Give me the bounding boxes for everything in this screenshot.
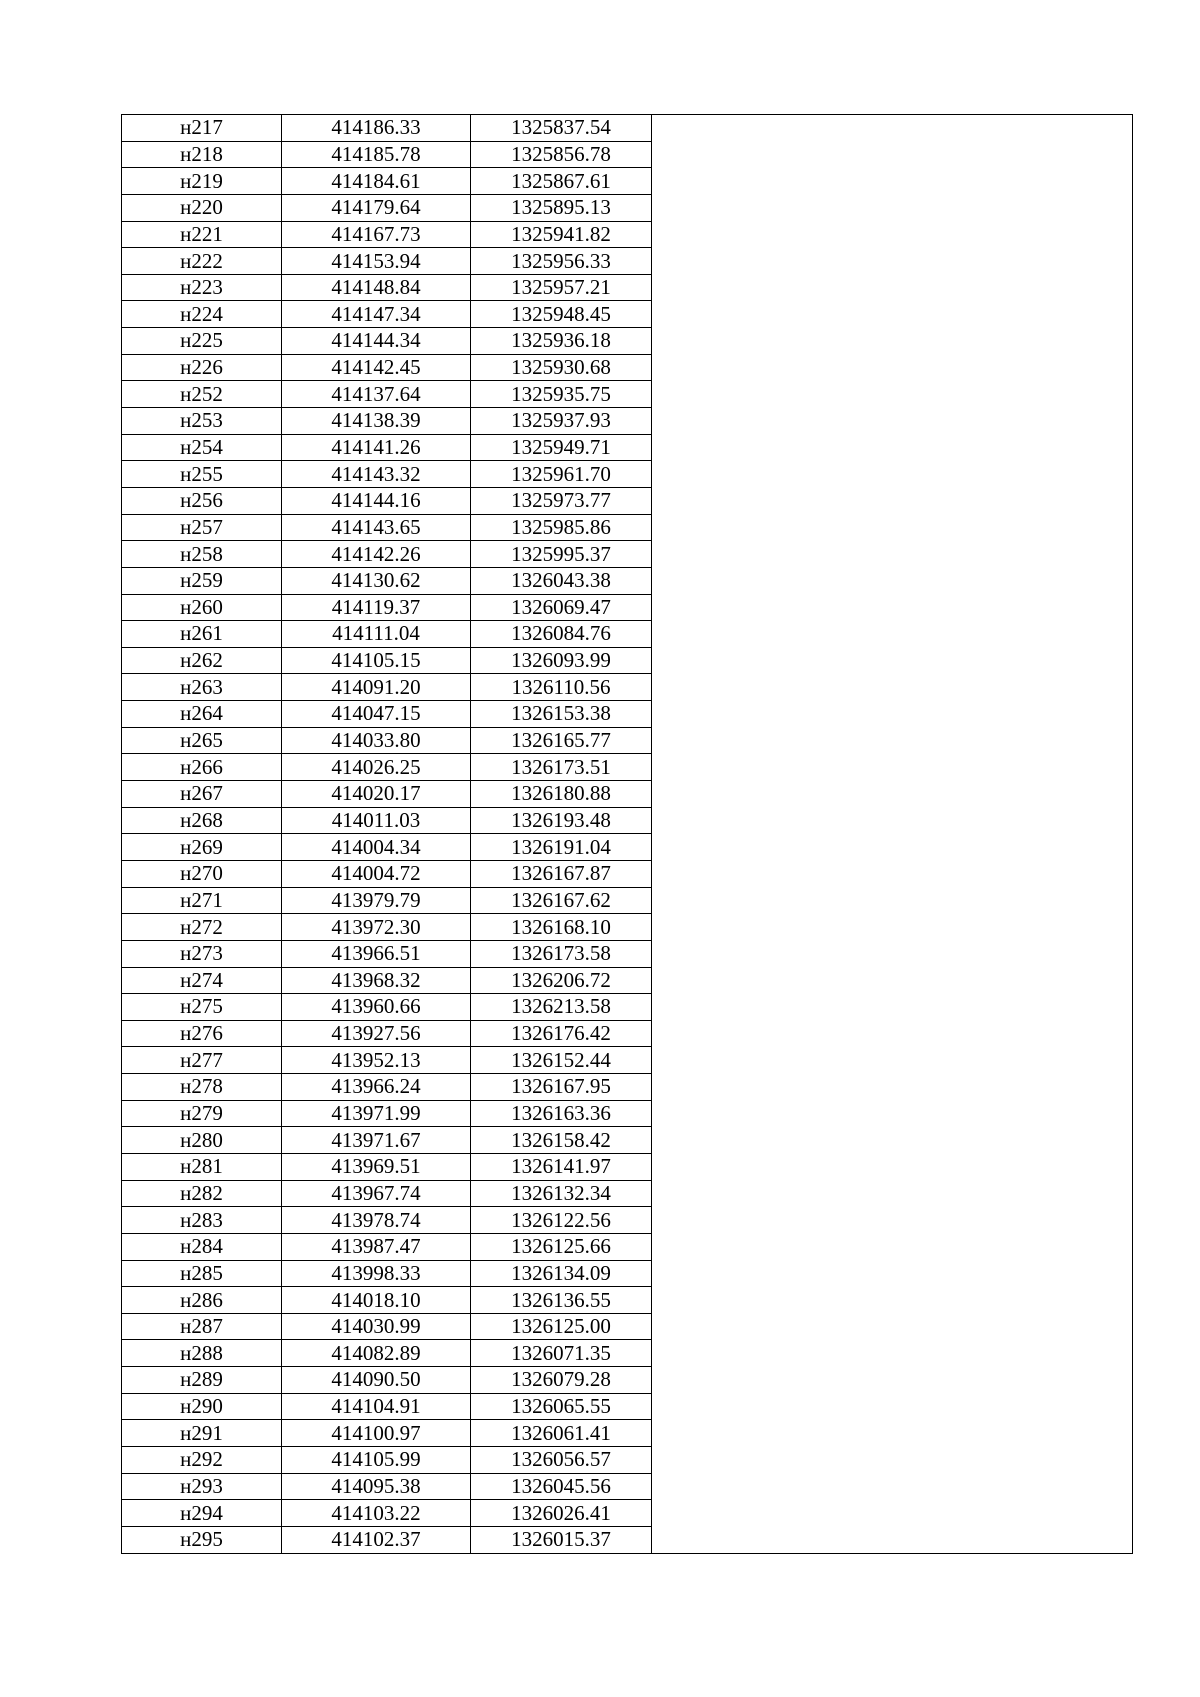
x-coordinate-cell: 414004.72 [282, 860, 471, 887]
x-coordinate-cell: 413972.30 [282, 914, 471, 941]
y-coordinate-cell: 1326193.48 [471, 807, 652, 834]
point-name-cell: н253 [122, 408, 282, 435]
x-coordinate-cell: 414100.97 [282, 1420, 471, 1447]
point-name-cell: н219 [122, 168, 282, 195]
x-coordinate-cell: 414147.34 [282, 301, 471, 328]
point-name-cell: н269 [122, 834, 282, 861]
x-coordinate-cell: 414011.03 [282, 807, 471, 834]
point-name-cell: н262 [122, 647, 282, 674]
x-coordinate-cell: 413960.66 [282, 994, 471, 1021]
y-coordinate-cell: 1326093.99 [471, 647, 652, 674]
x-coordinate-cell: 414130.62 [282, 567, 471, 594]
point-name-cell: н295 [122, 1526, 282, 1553]
x-coordinate-cell: 413978.74 [282, 1207, 471, 1234]
y-coordinate-cell: 1325961.70 [471, 461, 652, 488]
x-coordinate-cell: 414186.33 [282, 115, 471, 142]
point-name-cell: н257 [122, 514, 282, 541]
y-coordinate-cell: 1326167.87 [471, 860, 652, 887]
x-coordinate-cell: 413979.79 [282, 887, 471, 914]
x-coordinate-cell: 413952.13 [282, 1047, 471, 1074]
x-coordinate-cell: 414142.26 [282, 541, 471, 568]
x-coordinate-cell: 414148.84 [282, 274, 471, 301]
y-coordinate-cell: 1326132.34 [471, 1180, 652, 1207]
x-coordinate-cell: 414144.34 [282, 328, 471, 355]
y-coordinate-cell: 1326056.57 [471, 1447, 652, 1474]
y-coordinate-cell: 1325973.77 [471, 487, 652, 514]
point-name-cell: н260 [122, 594, 282, 621]
y-coordinate-cell: 1325935.75 [471, 381, 652, 408]
y-coordinate-cell: 1326125.00 [471, 1313, 652, 1340]
x-coordinate-cell: 414047.15 [282, 701, 471, 728]
point-name-cell: н277 [122, 1047, 282, 1074]
x-coordinate-cell: 414091.20 [282, 674, 471, 701]
x-coordinate-cell: 414082.89 [282, 1340, 471, 1367]
point-name-cell: н265 [122, 727, 282, 754]
y-coordinate-cell: 1325930.68 [471, 354, 652, 381]
point-name-cell: н225 [122, 328, 282, 355]
y-coordinate-cell: 1326152.44 [471, 1047, 652, 1074]
y-coordinate-cell: 1326071.35 [471, 1340, 652, 1367]
y-coordinate-cell: 1325937.93 [471, 408, 652, 435]
point-name-cell: н281 [122, 1153, 282, 1180]
point-name-cell: н226 [122, 354, 282, 381]
point-name-cell: н256 [122, 487, 282, 514]
y-coordinate-cell: 1326122.56 [471, 1207, 652, 1234]
point-name-cell: н254 [122, 434, 282, 461]
point-name-cell: н218 [122, 141, 282, 168]
x-coordinate-cell: 414030.99 [282, 1313, 471, 1340]
point-name-cell: н285 [122, 1260, 282, 1287]
y-coordinate-cell: 1325956.33 [471, 248, 652, 275]
point-name-cell: н252 [122, 381, 282, 408]
point-name-cell: н286 [122, 1287, 282, 1314]
point-name-cell: н278 [122, 1074, 282, 1101]
x-coordinate-cell: 414103.22 [282, 1500, 471, 1527]
x-coordinate-cell: 414105.99 [282, 1447, 471, 1474]
y-coordinate-cell: 1326015.37 [471, 1526, 652, 1553]
y-coordinate-cell: 1325985.86 [471, 514, 652, 541]
y-coordinate-cell: 1325936.18 [471, 328, 652, 355]
coordinates-table [121, 114, 1133, 1554]
x-coordinate-cell: 414004.34 [282, 834, 471, 861]
point-name-cell: н283 [122, 1207, 282, 1234]
point-name-cell: н261 [122, 621, 282, 648]
x-coordinate-cell: 414185.78 [282, 141, 471, 168]
x-coordinate-cell: 414143.65 [282, 514, 471, 541]
y-coordinate-cell: 1326026.41 [471, 1500, 652, 1527]
point-name-cell: н266 [122, 754, 282, 781]
y-coordinate-cell: 1326045.56 [471, 1473, 652, 1500]
y-coordinate-cell: 1326125.66 [471, 1233, 652, 1260]
point-name-cell: н255 [122, 461, 282, 488]
y-coordinate-cell: 1325941.82 [471, 221, 652, 248]
x-coordinate-cell: 414144.16 [282, 487, 471, 514]
y-coordinate-cell: 1325949.71 [471, 434, 652, 461]
x-coordinate-cell: 414104.91 [282, 1393, 471, 1420]
x-coordinate-cell: 413966.24 [282, 1074, 471, 1101]
y-coordinate-cell: 1326167.62 [471, 887, 652, 914]
y-coordinate-cell: 1325837.54 [471, 115, 652, 142]
x-coordinate-cell: 414142.45 [282, 354, 471, 381]
point-name-cell: н276 [122, 1020, 282, 1047]
x-coordinate-cell: 414095.38 [282, 1473, 471, 1500]
table-row [122, 115, 1133, 142]
point-name-cell: н264 [122, 701, 282, 728]
y-coordinate-cell: 1325995.37 [471, 541, 652, 568]
y-coordinate-cell: 1325895.13 [471, 194, 652, 221]
point-name-cell: н259 [122, 567, 282, 594]
y-coordinate-cell: 1326158.42 [471, 1127, 652, 1154]
point-name-cell: н282 [122, 1180, 282, 1207]
y-coordinate-cell: 1326061.41 [471, 1420, 652, 1447]
point-name-cell: н287 [122, 1313, 282, 1340]
x-coordinate-cell: 413927.56 [282, 1020, 471, 1047]
y-coordinate-cell: 1326165.77 [471, 727, 652, 754]
x-coordinate-cell: 413971.67 [282, 1127, 471, 1154]
x-coordinate-cell: 414119.37 [282, 594, 471, 621]
x-coordinate-cell: 414033.80 [282, 727, 471, 754]
point-name-cell: н292 [122, 1447, 282, 1474]
point-name-cell: н268 [122, 807, 282, 834]
x-coordinate-cell: 413971.99 [282, 1100, 471, 1127]
x-coordinate-cell: 413967.74 [282, 1180, 471, 1207]
y-coordinate-cell: 1326079.28 [471, 1367, 652, 1394]
point-name-cell: н270 [122, 860, 282, 887]
y-coordinate-cell: 1326153.38 [471, 701, 652, 728]
y-coordinate-cell: 1326191.04 [471, 834, 652, 861]
point-name-cell: н291 [122, 1420, 282, 1447]
y-coordinate-cell: 1326213.58 [471, 994, 652, 1021]
x-coordinate-cell: 414179.64 [282, 194, 471, 221]
x-coordinate-cell: 413987.47 [282, 1233, 471, 1260]
point-name-cell: н290 [122, 1393, 282, 1420]
x-coordinate-cell: 414141.26 [282, 434, 471, 461]
y-coordinate-cell: 1326176.42 [471, 1020, 652, 1047]
point-name-cell: н221 [122, 221, 282, 248]
x-coordinate-cell: 414143.32 [282, 461, 471, 488]
point-name-cell: н223 [122, 274, 282, 301]
y-coordinate-cell: 1326065.55 [471, 1393, 652, 1420]
point-name-cell: н263 [122, 674, 282, 701]
point-name-cell: н273 [122, 940, 282, 967]
empty-notes-column [652, 115, 1133, 1554]
x-coordinate-cell: 413998.33 [282, 1260, 471, 1287]
point-name-cell: н217 [122, 115, 282, 142]
x-coordinate-cell: 414153.94 [282, 248, 471, 275]
y-coordinate-cell: 1326206.72 [471, 967, 652, 994]
point-name-cell: н220 [122, 194, 282, 221]
point-name-cell: н275 [122, 994, 282, 1021]
y-coordinate-cell: 1326168.10 [471, 914, 652, 941]
point-name-cell: н294 [122, 1500, 282, 1527]
y-coordinate-cell: 1326141.97 [471, 1153, 652, 1180]
x-coordinate-cell: 414018.10 [282, 1287, 471, 1314]
x-coordinate-cell: 413966.51 [282, 940, 471, 967]
point-name-cell: н279 [122, 1100, 282, 1127]
y-coordinate-cell: 1326167.95 [471, 1074, 652, 1101]
coordinates-table-body [122, 115, 1133, 1554]
point-name-cell: н280 [122, 1127, 282, 1154]
point-name-cell: н224 [122, 301, 282, 328]
point-name-cell: н289 [122, 1367, 282, 1394]
y-coordinate-cell: 1326110.56 [471, 674, 652, 701]
x-coordinate-cell: 414020.17 [282, 781, 471, 808]
point-name-cell: н258 [122, 541, 282, 568]
y-coordinate-cell: 1325957.21 [471, 274, 652, 301]
point-name-cell: н284 [122, 1233, 282, 1260]
y-coordinate-cell: 1325948.45 [471, 301, 652, 328]
point-name-cell: н272 [122, 914, 282, 941]
x-coordinate-cell: 414105.15 [282, 647, 471, 674]
x-coordinate-cell: 414138.39 [282, 408, 471, 435]
y-coordinate-cell: 1326134.09 [471, 1260, 652, 1287]
y-coordinate-cell: 1326180.88 [471, 781, 652, 808]
x-coordinate-cell: 414026.25 [282, 754, 471, 781]
x-coordinate-cell: 414184.61 [282, 168, 471, 195]
point-name-cell: н271 [122, 887, 282, 914]
y-coordinate-cell: 1326069.47 [471, 594, 652, 621]
y-coordinate-cell: 1326163.36 [471, 1100, 652, 1127]
x-coordinate-cell: 414137.64 [282, 381, 471, 408]
y-coordinate-cell: 1326173.51 [471, 754, 652, 781]
y-coordinate-cell: 1326043.38 [471, 567, 652, 594]
x-coordinate-cell: 414167.73 [282, 221, 471, 248]
point-name-cell: н222 [122, 248, 282, 275]
x-coordinate-cell: 413968.32 [282, 967, 471, 994]
point-name-cell: н274 [122, 967, 282, 994]
point-name-cell: н288 [122, 1340, 282, 1367]
x-coordinate-cell: 414111.04 [282, 621, 471, 648]
y-coordinate-cell: 1325856.78 [471, 141, 652, 168]
point-name-cell: н267 [122, 781, 282, 808]
x-coordinate-cell: 414102.37 [282, 1526, 471, 1553]
x-coordinate-cell: 414090.50 [282, 1367, 471, 1394]
y-coordinate-cell: 1326173.58 [471, 940, 652, 967]
x-coordinate-cell: 413969.51 [282, 1153, 471, 1180]
y-coordinate-cell: 1325867.61 [471, 168, 652, 195]
y-coordinate-cell: 1326136.55 [471, 1287, 652, 1314]
y-coordinate-cell: 1326084.76 [471, 621, 652, 648]
point-name-cell: н293 [122, 1473, 282, 1500]
